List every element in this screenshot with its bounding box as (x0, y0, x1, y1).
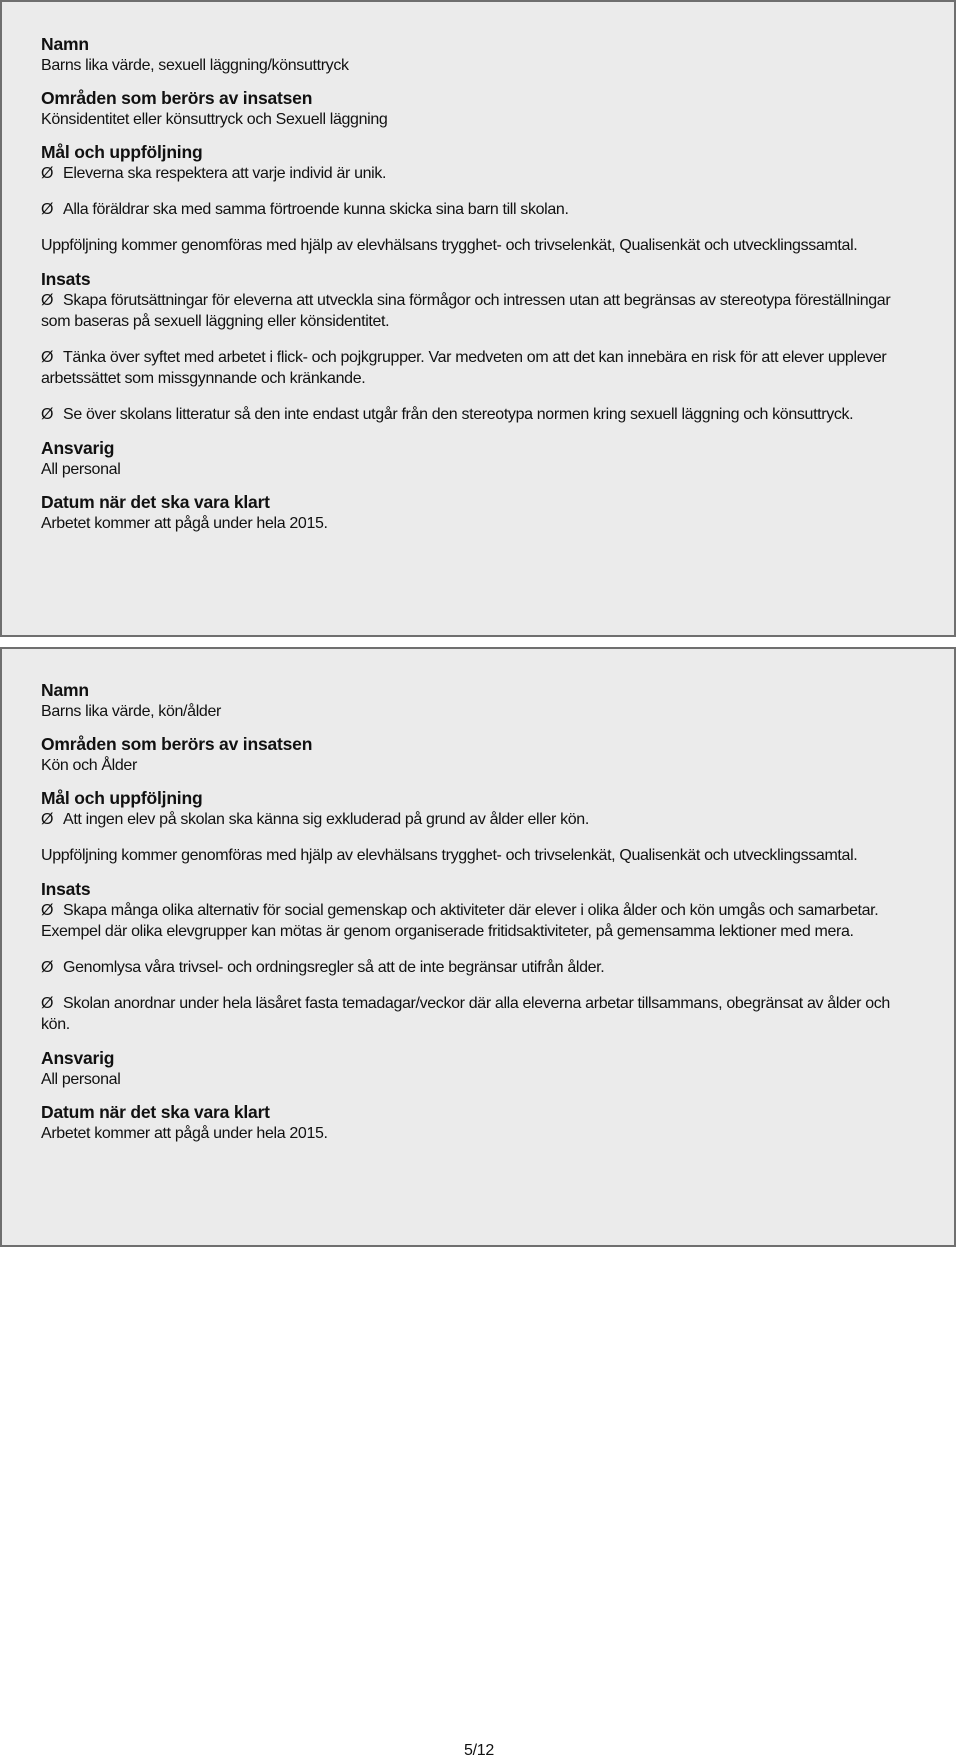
goal-bullet-text: Alla föräldrar ska med samma förtroende kunna skicka sina barn till skolan. (63, 201, 569, 218)
actions-heading: Insats (41, 879, 91, 899)
goal-bullet-text: Att ingen elev på skolan ska känna sig exkluderad på grund av ålder eller kön. (63, 811, 589, 828)
action-bullet (41, 290, 914, 332)
name-value: Barns lika värde, kön/ålder (41, 703, 221, 720)
name-heading: Namn (41, 680, 89, 700)
action-bullet-text: Skapa förutsättningar för eleverna att utveckla sina förmågor och intressen utan att begränsas av stereotypa föreställningar som baseras på sexuell läggning eller könsidentitet. (41, 292, 891, 330)
areas-heading: Områden som berörs av insatsen (41, 88, 313, 108)
goal-bullet (41, 199, 914, 220)
areas-heading: Områden som berörs av insatsen (41, 734, 313, 754)
action-bullet-text: Se över skolans litteratur så den inte endast utgår från den stereotypa normen kring sexuell läggning och könsuttryck. (63, 406, 854, 423)
bullet-arrow-icon: Ø (41, 292, 54, 309)
name-heading: Namn (41, 34, 89, 54)
action-bullet-text: Tänka över syftet med arbetet i flick- och pojkgrupper. Var medveten om att det kan innebära en risk för att elever upplever arbetssättet som missgynnande och kränkande. (41, 349, 887, 387)
areas-value: Kön och Ålder (41, 757, 137, 774)
deadline-value: Arbetet kommer att pågå under hela 2015. (41, 1125, 328, 1142)
bullet-arrow-icon: Ø (41, 902, 54, 919)
goals-heading: Mål och uppföljning (41, 788, 203, 808)
plan-card-gender-age (0, 647, 956, 1247)
followup-text: Uppföljning kommer genomföras med hjälp av elevhälsans trygghet- och trivselenkät, Qualisenkät och utvecklingssamtal. (41, 237, 858, 254)
goal-bullet (41, 809, 914, 830)
goal-bullet (41, 163, 914, 184)
deadline-heading: Datum när det ska vara klart (41, 1102, 270, 1122)
bullet-arrow-icon: Ø (41, 995, 54, 1012)
action-bullet-text: Genomlysa våra trivsel- och ordningsregler så att de inte begränsar utifrån ålder. (63, 959, 605, 976)
action-bullet (41, 404, 914, 425)
bullet-arrow-icon: Ø (41, 349, 54, 366)
responsible-value: All personal (41, 461, 121, 478)
deadline-value: Arbetet kommer att pågå under hela 2015. (41, 515, 328, 532)
goals-heading: Mål och uppföljning (41, 142, 203, 162)
deadline-heading: Datum när det ska vara klart (41, 492, 270, 512)
action-bullet (41, 347, 914, 389)
action-bullet (41, 957, 914, 978)
action-bullet (41, 993, 914, 1035)
followup-text: Uppföljning kommer genomföras med hjälp av elevhälsans trygghet- och trivselenkät, Qualisenkät och utvecklingssamtal. (41, 847, 858, 864)
action-bullet (41, 900, 914, 942)
bullet-arrow-icon: Ø (41, 811, 54, 828)
responsible-heading: Ansvarig (41, 438, 115, 458)
bullet-arrow-icon: Ø (41, 406, 54, 423)
responsible-heading: Ansvarig (41, 1048, 115, 1068)
bullet-arrow-icon: Ø (41, 959, 54, 976)
bullet-arrow-icon: Ø (41, 165, 54, 182)
responsible-value: All personal (41, 1071, 121, 1088)
name-value: Barns lika värde, sexuell läggning/könsuttryck (41, 57, 349, 74)
goal-bullet-text: Eleverna ska respektera att varje individ är unik. (63, 165, 387, 182)
actions-heading: Insats (41, 269, 91, 289)
areas-value: Könsidentitet eller könsuttryck och Sexuell läggning (41, 111, 388, 128)
plan-card-sexual-orientation (0, 0, 956, 637)
page-number: 5/12 (464, 1742, 494, 1759)
action-bullet-text: Skolan anordnar under hela läsåret fasta temadagar/veckor där alla eleverna arbetar tillsammans, obegränsat av ålder och kön. (41, 995, 890, 1033)
bullet-arrow-icon: Ø (41, 201, 54, 218)
action-bullet-text: Skapa många olika alternativ för social gemenskap och aktiviteter där elever i olika ålder och kön umgås och samarbetar. Exempel där olika elevgrupper kan mötas är genom organiserade fritidsaktiviteter, på gemensamma lektioner med mera. (41, 902, 879, 940)
